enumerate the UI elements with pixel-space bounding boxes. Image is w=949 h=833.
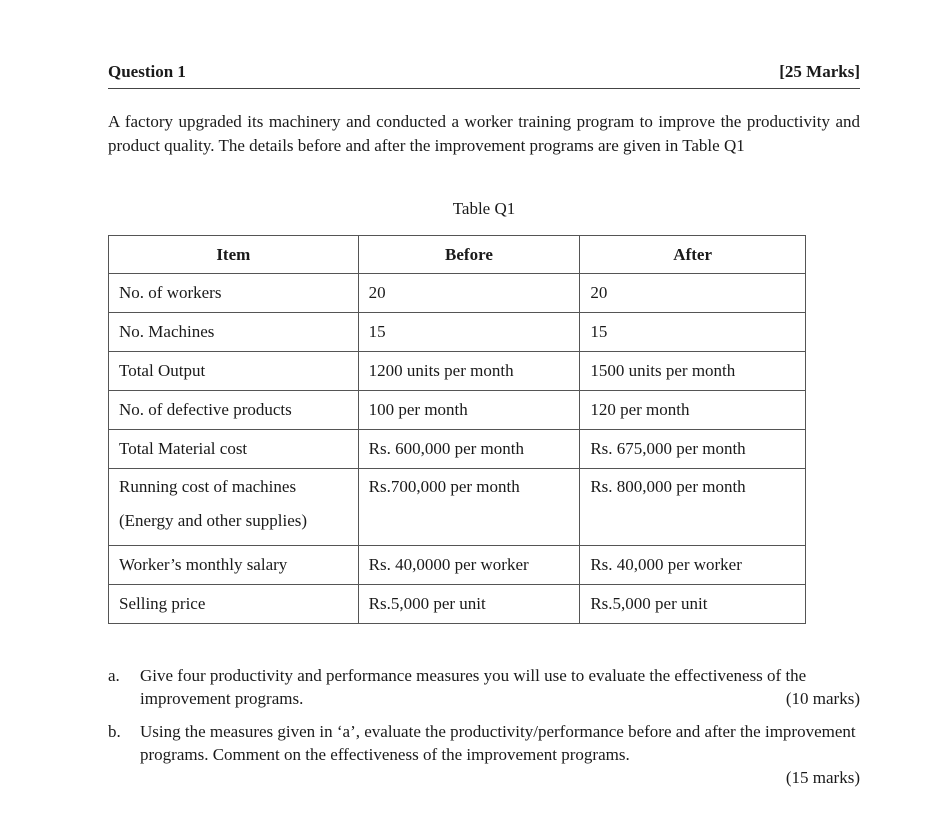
cell-before: Rs.5,000 per unit bbox=[358, 585, 580, 624]
table-row bbox=[109, 391, 806, 430]
question-parts bbox=[108, 664, 860, 799]
part-marks: (15 marks) bbox=[785, 768, 860, 787]
cell-item: No. Machines bbox=[109, 313, 359, 352]
cell-before: 15 bbox=[358, 313, 580, 352]
cell-after: 1500 units per month bbox=[580, 352, 806, 391]
cell-item: Worker’s monthly salary bbox=[109, 546, 359, 585]
table-row bbox=[109, 352, 806, 391]
cell-before bbox=[358, 469, 580, 546]
table-row bbox=[109, 585, 806, 624]
cell-after-text: Rs. 800,000 per month bbox=[590, 477, 746, 496]
cell-after: 15 bbox=[580, 313, 806, 352]
cell-after: 120 per month bbox=[580, 391, 806, 430]
cell-item bbox=[109, 469, 359, 546]
question-header bbox=[108, 62, 860, 89]
cell-after bbox=[580, 469, 806, 546]
question-marks: [25 Marks] bbox=[779, 62, 860, 81]
table-row bbox=[109, 546, 806, 585]
cell-item: No. of workers bbox=[109, 274, 359, 313]
part-a bbox=[108, 664, 860, 710]
cell-before: 100 per month bbox=[358, 391, 580, 430]
table-row bbox=[109, 274, 806, 313]
table-caption: Table Q1 bbox=[452, 199, 516, 218]
table-row bbox=[109, 469, 806, 546]
cell-after: Rs.5,000 per unit bbox=[580, 585, 806, 624]
cell-item-line2: (Energy and other supplies) bbox=[119, 511, 308, 530]
cell-before-text: Rs.700,000 per month bbox=[368, 477, 520, 496]
part-marks: (10 marks) bbox=[785, 689, 860, 708]
cell-before: 1200 units per month bbox=[358, 352, 580, 391]
part-text: Using the measures given in ‘a’, evaluate the productivity/performance before and after the improvement programs. Comment on the effectiveness of the improvement programs. bbox=[140, 722, 856, 764]
cell-item: Selling price bbox=[109, 585, 359, 624]
cell-item: Total Output bbox=[109, 352, 359, 391]
header-before: Before bbox=[358, 236, 580, 274]
cell-before: 20 bbox=[358, 274, 580, 313]
table-header-row bbox=[109, 236, 806, 274]
cell-item: Total Material cost bbox=[109, 430, 359, 469]
header-after: After bbox=[580, 236, 806, 274]
cell-item-line1: Running cost of machines bbox=[119, 477, 297, 496]
cell-item: No. of defective products bbox=[109, 391, 359, 430]
table-row bbox=[109, 430, 806, 469]
table-row bbox=[109, 313, 806, 352]
cell-before: Rs. 40,0000 per worker bbox=[358, 546, 580, 585]
part-text: Give four productivity and performance measures you will use to evaluate the effectiveness of the improvement programs. bbox=[140, 666, 807, 708]
part-b bbox=[108, 720, 860, 789]
question-title: Question 1 bbox=[108, 62, 186, 81]
cell-after: 20 bbox=[580, 274, 806, 313]
question-intro: A factory upgraded its machinery and conducted a worker training program to improve the productivity and product quality. The details before and after the improvement programs are given in Table Q1 bbox=[108, 112, 860, 155]
cell-after: Rs. 675,000 per month bbox=[580, 430, 806, 469]
cell-before: Rs. 600,000 per month bbox=[358, 430, 580, 469]
part-label: b. bbox=[108, 722, 121, 741]
cell-after: Rs. 40,000 per worker bbox=[580, 546, 806, 585]
part-label: a. bbox=[108, 666, 120, 685]
header-item: Item bbox=[109, 236, 359, 274]
data-table bbox=[108, 235, 806, 624]
